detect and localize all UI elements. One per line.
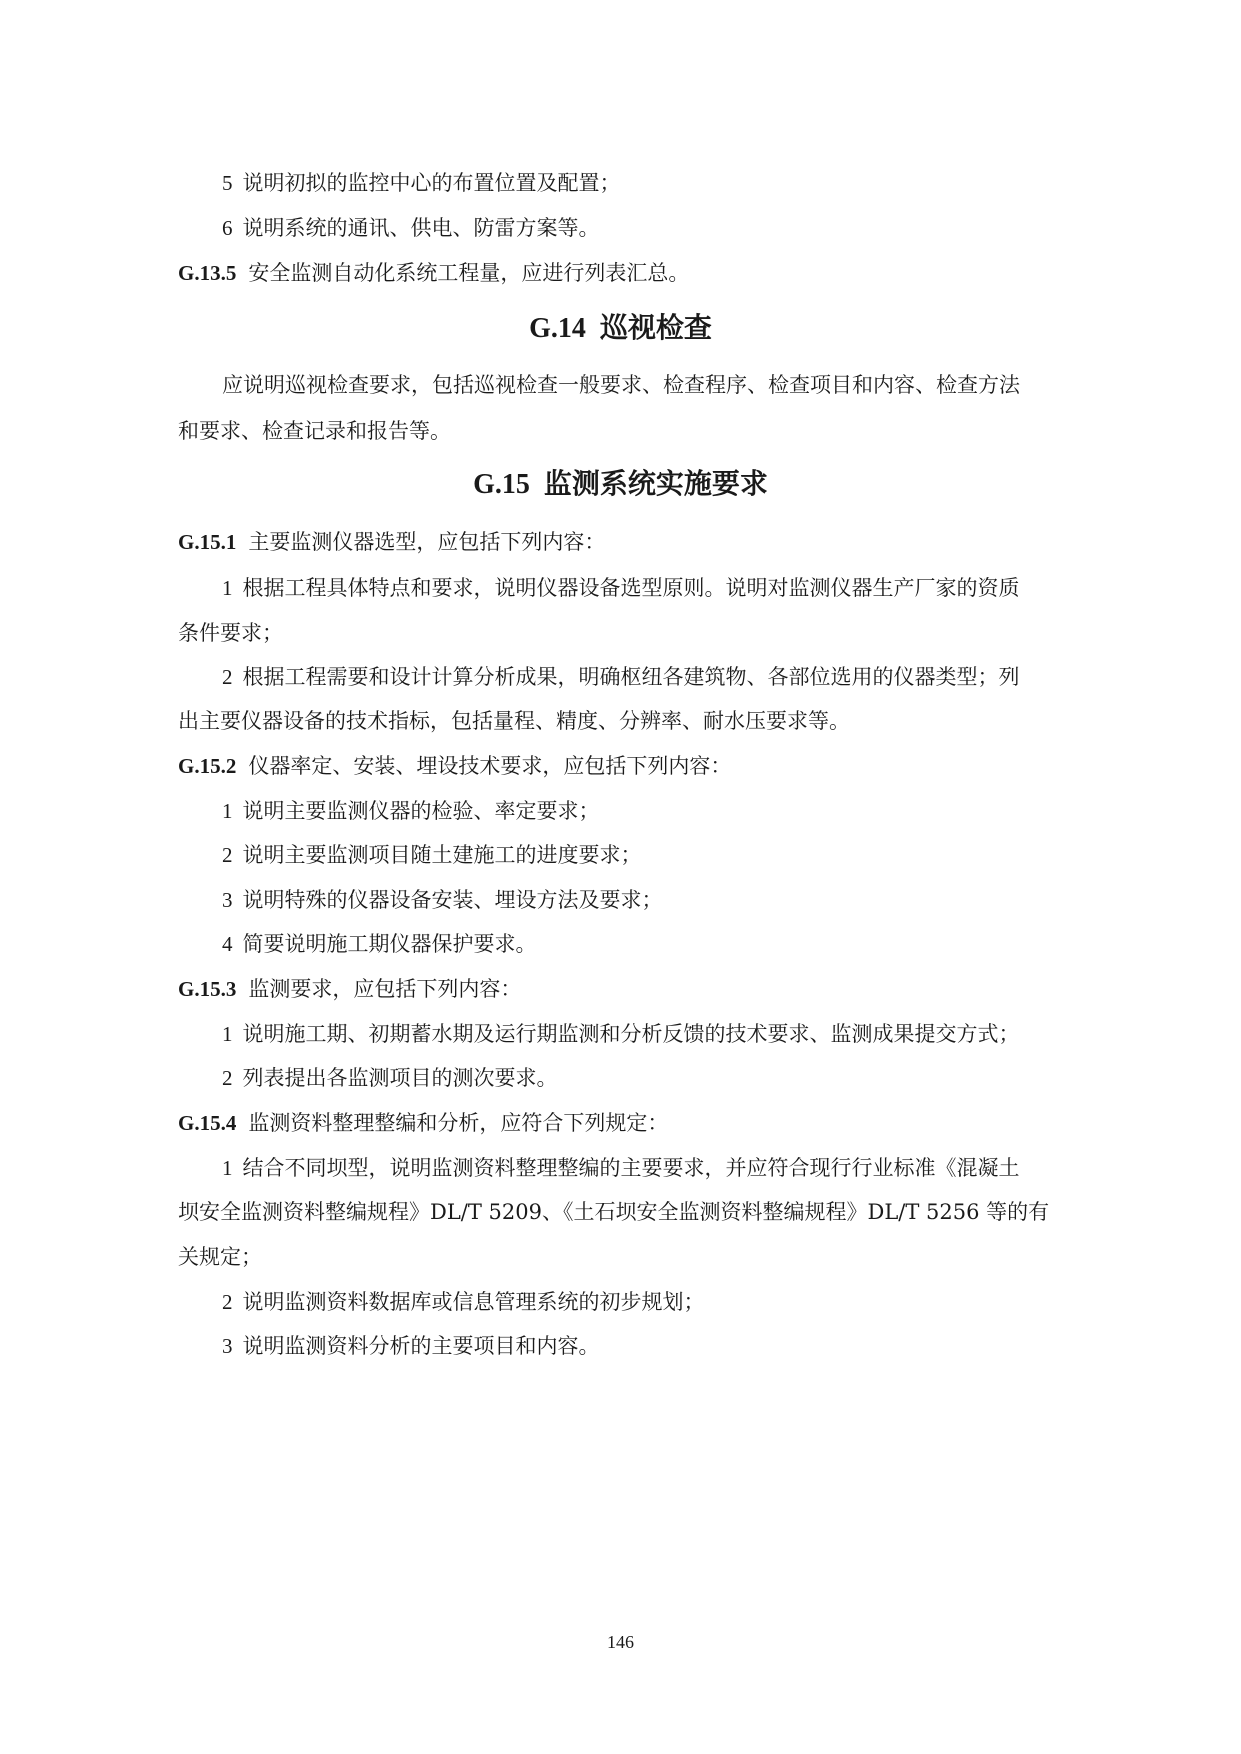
item-number: 4	[222, 932, 233, 956]
list-item	[222, 213, 1068, 243]
item-continuation: 坝安全监测资料整编规程》DL/T 5209、《土石坝安全监测资料整编规程》DL/T 5256 等的有	[178, 1200, 1050, 1224]
list-item	[222, 1063, 1068, 1093]
clause-g15-4	[178, 1108, 1068, 1138]
clause-number: G.15.1	[178, 530, 237, 554]
section-heading-g15	[0, 466, 1241, 503]
heading-text: 巡视检查	[599, 311, 712, 344]
item-text: 列表提出各监测项目的测次要求。	[242, 1066, 558, 1090]
clause-g15-1	[178, 527, 1068, 557]
item-continuation: 条件要求；	[178, 621, 283, 645]
item-text: 说明施工期、初期蓄水期及运行期监测和分析反馈的技术要求、监测成果提交方式；	[242, 1022, 1020, 1046]
paragraph-line: 和要求、检查记录和报告等。	[178, 419, 451, 443]
clause-g13-5	[178, 258, 1068, 288]
item-number: 1	[222, 576, 233, 600]
clause-number: G.15.4	[178, 1111, 237, 1135]
clause-number: G.15.2	[178, 754, 237, 778]
list-item	[222, 662, 1068, 692]
section-heading-g14	[0, 310, 1241, 347]
item-number: 5	[222, 171, 233, 195]
item-number: 1	[222, 1156, 233, 1180]
list-item	[222, 885, 1068, 915]
page-number: 146	[607, 1632, 634, 1652]
item-text: 根据工程具体特点和要求，说明仪器设备选型原则。说明对监测仪器生产厂家的资质	[242, 576, 1020, 600]
list-item	[222, 840, 1068, 870]
item-text: 简要说明施工期仪器保护要求。	[242, 932, 537, 956]
clause-number: G.15.3	[178, 977, 237, 1001]
clause-g15-3	[178, 974, 1068, 1004]
clause-text: 监测要求，应包括下列内容：	[248, 977, 522, 1001]
item-number: 3	[222, 1334, 233, 1358]
heading-number: G.14	[529, 313, 586, 344]
item-number: 2	[222, 1290, 233, 1314]
item-number: 1	[222, 1022, 233, 1046]
list-item	[222, 573, 1068, 603]
clause-text: 监测资料整理整编和分析，应符合下列规定：	[248, 1111, 669, 1135]
clause-text: 主要监测仪器选型，应包括下列内容：	[248, 530, 606, 554]
list-item	[222, 168, 1068, 198]
list-item	[222, 1331, 1068, 1361]
list-item	[222, 929, 1068, 959]
list-item	[222, 1153, 1068, 1183]
paragraph-line: 应说明巡视检查要求，包括巡视检查一般要求、检查程序、检查项目和内容、检查方法	[222, 373, 1020, 397]
item-text: 说明主要监测项目随土建施工的进度要求；	[242, 843, 642, 867]
item-text: 说明监测资料数据库或信息管理系统的初步规划；	[242, 1290, 705, 1314]
heading-number: G.15	[473, 469, 530, 500]
item-number: 2	[222, 843, 233, 867]
item-text: 结合不同坝型，说明监测资料整理整编的主要要求，并应符合现行行业标准《混凝土	[242, 1156, 1020, 1180]
clause-text: 仪器率定、安装、埋设技术要求，应包括下列内容：	[248, 754, 732, 778]
list-item	[222, 796, 1068, 826]
item-number: 1	[222, 799, 233, 823]
item-number: 3	[222, 888, 233, 912]
item-number: 2	[222, 1066, 233, 1090]
item-text: 说明初拟的监控中心的布置位置及配置；	[242, 171, 621, 195]
list-item	[222, 1019, 1068, 1049]
item-number: 2	[222, 665, 233, 689]
clause-text: 安全监测自动化系统工程量，应进行列表汇总。	[248, 261, 690, 285]
item-text: 说明系统的通讯、供电、防雷方案等。	[242, 216, 600, 240]
item-continuation: 出主要仪器设备的技术指标，包括量程、精度、分辨率、耐水压要求等。	[178, 709, 850, 733]
clause-g15-2	[178, 751, 1068, 781]
item-text: 根据工程需要和设计计算分析成果，明确枢纽各建筑物、各部位选用的仪器类型；列	[242, 665, 1020, 689]
clause-number: G.13.5	[178, 261, 237, 285]
list-item	[222, 1287, 1068, 1317]
heading-text: 监测系统实施要求	[543, 467, 768, 500]
item-text: 说明主要监测仪器的检验、率定要求；	[242, 799, 600, 823]
item-text: 说明特殊的仪器设备安装、埋设方法及要求；	[242, 888, 663, 912]
item-number: 6	[222, 216, 233, 240]
item-text: 说明监测资料分析的主要项目和内容。	[242, 1334, 600, 1358]
item-continuation: 关规定；	[178, 1245, 262, 1269]
